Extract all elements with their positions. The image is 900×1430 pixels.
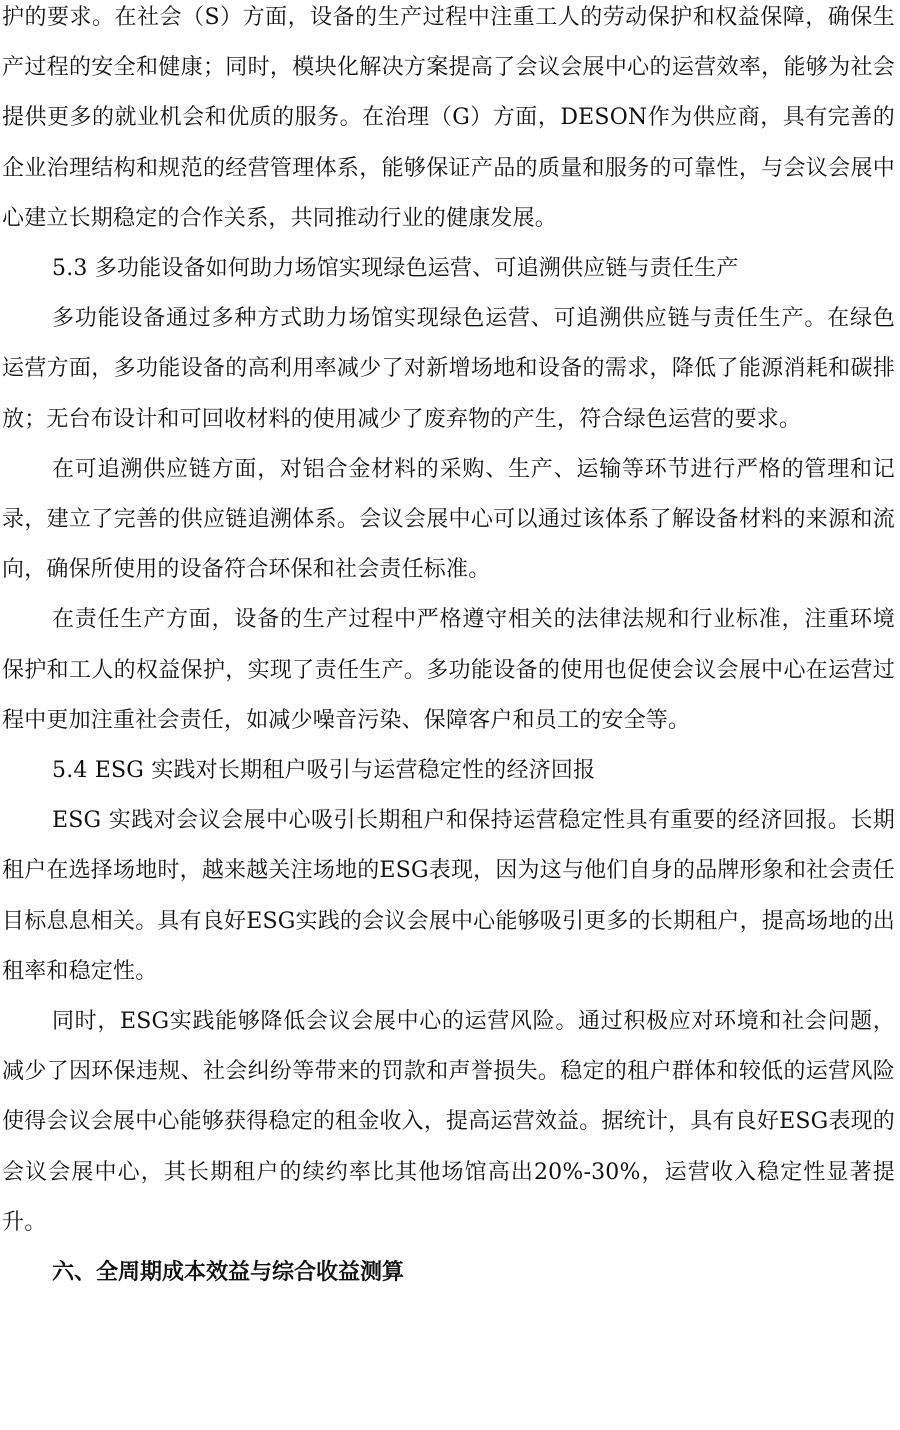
document-page — [2, 0, 895, 1298]
esg-social-governance-paragraph: 护的要求。在社会（S）方面，设备的生产过程中注重工人的劳动保护和权益保障，确保生产过程的安全和健康；同时，模块化解决方案提高了会议会展中心的运营效率，能够为社会提供更多的就业机会和优质的服务。在治理（G）方面，DESON作为供应商，具有完善的企业治理结构和规范的经营管理体系，能够保证产品的质量和服务的可靠性，与会议会展中心建立长期稳定的合作关系，共同推动行业的健康发展。 — [2, 5, 895, 231]
section-5-4-heading: 5.4 ESG 实践对长期租户吸引与运营稳定性的经济回报 — [52, 758, 596, 784]
operational-risk-paragraph: 同时，ESG实践能够降低会议会展中心的运营风险。通过积极应对环境和社会问题，减少了因环保违规、社会纠纷等带来的罚款和声誉损失。稳定的租户群体和较低的运营风险使得会议会展中心能够获得稳定的租金收入，提高运营效益。据统计，具有良好ESG表现的会议会展中心，其长期租户的续约率比其他场馆高出20%-30%，运营收入稳定性显著提升。 — [2, 1009, 895, 1235]
section-5-3-heading: 5.3 多功能设备如何助力场馆实现绿色运营、可追溯供应链与责任生产 — [52, 256, 739, 282]
traceable-supply-chain-paragraph: 在可追溯供应链方面，对铝合金材料的采购、生产、运输等环节进行严格的管理和记录，建立了完善的供应链追溯体系。会议会展中心可以通过该体系了解设备材料的来源和流向，确保所使用的设备符合环保和社会责任标准。 — [2, 456, 895, 583]
long-term-tenant-paragraph: ESG 实践对会议会展中心吸引长期租户和保持运营稳定性具有重要的经济回报。长期租户在选择场地时，越来越关注场地的ESG表现，因为这与他们自身的品牌形象和社会责任目标息息相关。具有良好ESG实践的会议会展中心能够吸引更多的长期租户，提高场地的出租率和稳定性。 — [2, 808, 895, 984]
green-operation-paragraph: 多功能设备通过多种方式助力场馆实现绿色运营、可追溯供应链与责任生产。在绿色运营方面，多功能设备的高利用率减少了对新增场地和设备的需求，降低了能源消耗和碳排放；无台布设计和可回收材料的使用减少了废弃物的产生，符合绿色运营的要求。 — [2, 306, 895, 432]
chapter-6-heading: 六、全周期成本效益与综合收益测算 — [52, 1260, 405, 1286]
responsible-production-paragraph: 在责任生产方面，设备的生产过程中严格遵守相关的法律法规和行业标准，注重环境保护和工人的权益保护，实现了责任生产。多功能设备的使用也促使会议会展中心在运营过程中更加注重社会责任，如减少噪音污染、保障客户和员工的安全等。 — [2, 607, 895, 733]
